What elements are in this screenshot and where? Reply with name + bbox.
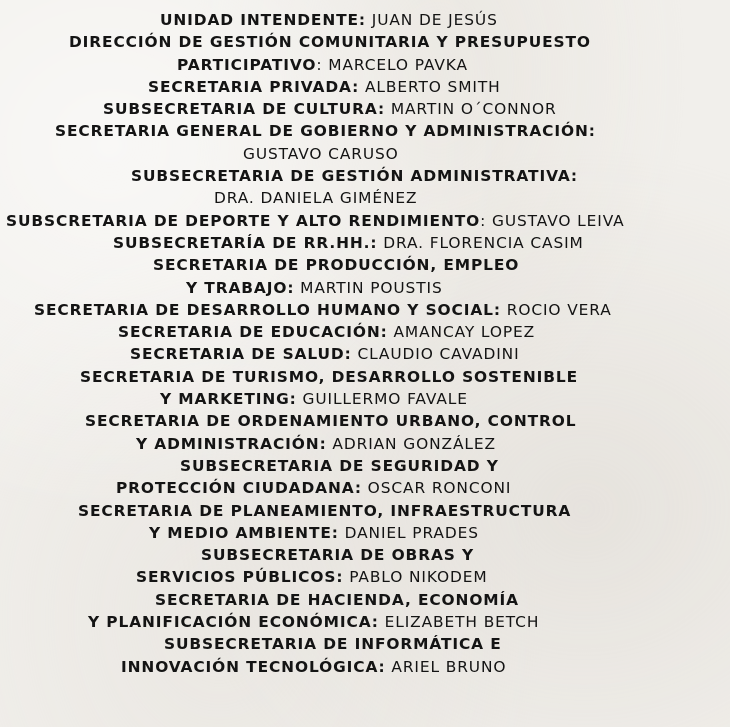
roster-line <box>131 165 730 187</box>
official-name: MARTIN POUSTIS <box>294 278 443 297</box>
roster-line <box>160 388 730 410</box>
role-title: Y TRABAJO: <box>186 278 295 297</box>
role-title: SUBSECRETARIA DE OBRAS Y <box>201 546 475 565</box>
official-name: PABLO NIKODEM <box>343 568 488 587</box>
role-title: PROTECCIÓN CIUDADANA: <box>116 479 362 498</box>
role-title: SECRETARIA DE PRODUCCIÓN, EMPLEO <box>153 256 520 275</box>
official-name: : GUSTAVO LEIVA <box>480 211 625 230</box>
role-title: SECRETARIA PRIVADA: <box>148 77 360 96</box>
roster-line <box>34 299 730 321</box>
official-name: GUSTAVO CARUSO <box>243 144 399 163</box>
roster-line <box>155 589 730 611</box>
role-title: SUBSECRETARIA DE GESTIÓN ADMINISTRATIVA: <box>131 167 578 186</box>
roster-line <box>85 410 730 432</box>
official-name: ELIZABETH BETCH <box>378 613 540 632</box>
roster-line <box>6 210 730 232</box>
role-title: SUBSECRETARIA DE INFORMÁTICA E <box>164 635 502 654</box>
role-title: Y MEDIO AMBIENTE: <box>149 523 339 542</box>
role-title: SECRETARIA DE HACIENDA, ECONOMÍA <box>155 590 519 609</box>
roster-line <box>116 477 730 499</box>
roster-line <box>121 656 730 678</box>
role-title: Y PLANIFICACIÓN ECONÓMICA: <box>88 613 379 632</box>
roster-line <box>153 254 730 276</box>
roster-line <box>80 366 730 388</box>
roster-line <box>160 9 730 31</box>
official-name: ROCIO VERA <box>500 300 612 319</box>
role-title: SUBSECRETARIA DE SEGURIDAD Y <box>180 456 499 475</box>
role-title: DIRECCIÓN DE GESTIÓN COMUNITARIA Y PRESUPUESTO <box>69 33 591 52</box>
role-title: Y MARKETING: <box>160 390 297 409</box>
official-name: DANIEL PRADES <box>338 523 479 542</box>
official-name: GUILLERMO FAVALE <box>296 390 468 409</box>
official-name: JUAN DE JESÚS <box>365 11 498 29</box>
role-title: SECRETARIA DE PLANEAMIENTO, INFRAESTRUCTURA <box>78 501 572 520</box>
roster-line <box>243 143 730 165</box>
roster-line <box>130 343 730 365</box>
roster-line <box>180 455 730 477</box>
official-name: CLAUDIO CAVADINI <box>351 345 520 364</box>
roster-line <box>177 54 730 76</box>
roster-line <box>69 31 730 53</box>
roster-line <box>113 232 730 254</box>
official-name: ARIEL BRUNO <box>385 657 507 676</box>
role-title: SUBSECRETARÍA DE RR.HH.: <box>113 233 378 252</box>
role-title: SUBSECRETARIA DE CULTURA: <box>103 100 386 119</box>
role-title: PARTICIPATIVO <box>177 55 317 74</box>
roster-line <box>88 611 730 633</box>
role-title: SECRETARIA DE TURISMO, DESARROLLO SOSTENIBLE <box>80 367 578 386</box>
roster-line <box>186 277 730 299</box>
role-title: SECRETARIA GENERAL DE GOBIERNO Y ADMINISTRACIÓN: <box>55 122 596 141</box>
role-title: SUBSCRETARIA DE DEPORTE Y ALTO RENDIMIENTO <box>6 211 481 230</box>
roster-line <box>201 544 730 566</box>
role-title: Y ADMINISTRACIÓN: <box>136 434 327 453</box>
roster-line <box>164 633 730 655</box>
roster-line <box>78 500 730 522</box>
roster-line <box>118 321 730 343</box>
role-title: SECRETARIA DE DESARROLLO HUMANO Y SOCIAL: <box>34 300 501 319</box>
roster-line <box>55 120 730 142</box>
official-name: DRA. FLORENCIA CASIM <box>377 233 584 252</box>
official-name: ALBERTO SMITH <box>359 77 501 96</box>
official-name: : MARCELO PAVKA <box>316 55 468 74</box>
roster-line <box>149 522 730 544</box>
roster-line <box>136 433 730 455</box>
role-title: INNOVACIÓN TECNOLÓGICA: <box>121 657 386 676</box>
role-title: SECRETARIA DE SALUD: <box>130 345 352 364</box>
role-title: SERVICIOS PÚBLICOS: <box>136 568 344 587</box>
roster-line <box>214 187 730 209</box>
official-name: ADRIAN GONZÁLEZ <box>326 434 496 453</box>
official-name: MARTIN O´CONNOR <box>385 100 557 119</box>
role-title: SECRETARIA DE EDUCACIÓN: <box>118 323 388 342</box>
role-title: UNIDAD INTENDENTE: <box>160 11 366 29</box>
official-name: DRA. DANIELA GIMÉNEZ <box>214 189 418 208</box>
roster-line <box>148 76 730 98</box>
roster-line <box>136 566 730 588</box>
official-name: AMANCAY LOPEZ <box>387 323 536 342</box>
official-name: OSCAR RONCONI <box>361 479 512 498</box>
officials-roster <box>0 9 730 678</box>
role-title: SECRETARIA DE ORDENAMIENTO URBANO, CONTROL <box>85 412 577 431</box>
roster-line <box>103 98 730 120</box>
